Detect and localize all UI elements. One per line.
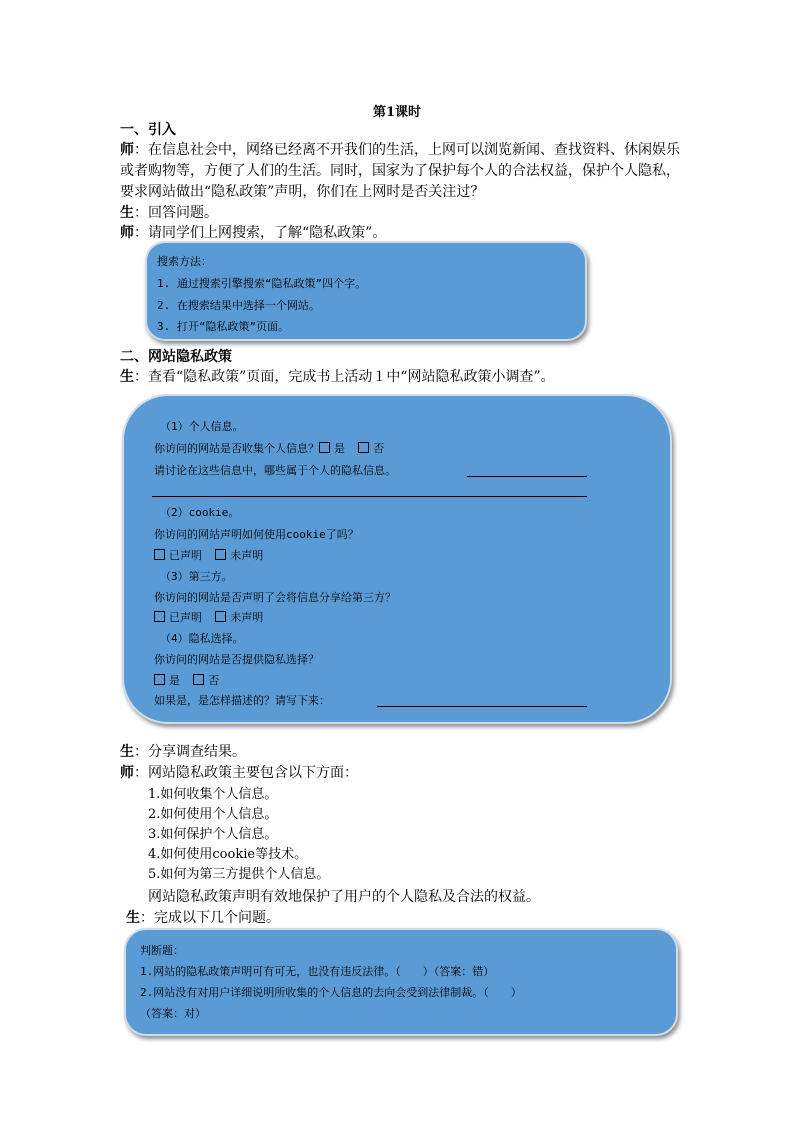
teacher-label: 师 bbox=[120, 765, 134, 781]
q3-declared-label: 已声明 bbox=[169, 611, 202, 624]
student-reply bbox=[120, 203, 690, 224]
student-final-task-text: ：完成以下几个问题。 bbox=[140, 910, 280, 926]
intro-line-2: 或者购物等，方便了人们的生活。同时，国家为了保护每个人的合法权益，保护个人隐私， bbox=[120, 163, 680, 179]
q3-row bbox=[154, 609, 263, 625]
q2-undeclared-label: 未声明 bbox=[230, 549, 264, 562]
teacher-label: 师 bbox=[120, 142, 134, 158]
q2-row bbox=[154, 547, 263, 563]
summary-text: 网站隐私政策声明有效地保护了用户的个人隐私及合法的权益。 bbox=[148, 889, 540, 905]
q4-question: 你访问的网站是否提供隐私选择？ bbox=[154, 653, 319, 666]
student-survey-task bbox=[120, 367, 690, 388]
search-step-3: 3. 打开“隐私政策”页面。 bbox=[157, 320, 290, 333]
judge-q2-answer: （答案：对） bbox=[140, 1007, 206, 1020]
q4-no-checkbox[interactable] bbox=[193, 674, 204, 685]
list-item: 4.如何使用cookie等技术。 bbox=[148, 847, 308, 862]
judge-q1: 1.网站的隐私政策声明可有可无，也没有违反法律。（ ）（答案：错） bbox=[140, 965, 495, 978]
q1-yes-label: 是 bbox=[334, 442, 345, 455]
student-survey-task-text: ：查看“隐私政策”页面，完成书上活动１中“网站隐私政策小调查”。 bbox=[134, 369, 555, 385]
teacher-instruction-text: ：请同学们上网搜索，了解“隐私政策”。 bbox=[134, 225, 387, 241]
teacher-aspects-intro-text: ：网站隐私政策主要包含以下方面： bbox=[134, 765, 358, 781]
search-step-1: 1. 通过搜索引擎搜索“隐私政策”四个字。 bbox=[157, 277, 367, 290]
survey-box bbox=[122, 394, 672, 724]
q2-undeclared-checkbox[interactable] bbox=[215, 549, 226, 560]
q1-no-label: 否 bbox=[373, 442, 385, 455]
q3-declared-checkbox[interactable] bbox=[154, 611, 165, 622]
q1-yes-checkbox[interactable] bbox=[319, 442, 330, 453]
q4-followup: 如果是，是怎样描述的？请写下来： bbox=[154, 694, 330, 707]
teacher-intro-paragraph bbox=[120, 140, 690, 203]
search-box-title: 搜索方法： bbox=[157, 255, 212, 268]
q2-title: （2）cookie。 bbox=[160, 506, 240, 519]
q1-question: 你访问的网站是否收集个人信息？ bbox=[154, 442, 319, 455]
aspects-list bbox=[148, 785, 329, 885]
q1-answer-line[interactable] bbox=[467, 476, 587, 477]
student-label: 生 bbox=[120, 744, 134, 760]
q1-no-checkbox[interactable] bbox=[358, 442, 369, 453]
q3-question: 你访问的网站是否声明了会将信息分享给第三方？ bbox=[154, 591, 396, 604]
q4-answer-line[interactable] bbox=[377, 706, 587, 707]
list-item: 2.如何使用个人信息。 bbox=[148, 807, 278, 822]
search-method-box bbox=[145, 241, 587, 341]
student-share bbox=[120, 742, 690, 763]
teacher-label: 师 bbox=[120, 225, 134, 241]
q1-title: （1）个人信息。 bbox=[160, 420, 244, 433]
q3-undeclared-checkbox[interactable] bbox=[215, 611, 226, 622]
section2-heading: 二、网站隐私政策 bbox=[120, 349, 232, 365]
q4-row bbox=[154, 672, 219, 688]
intro-line-3: 要求网站做出“隐私政策”声明，你们在上网时是否关注过？ bbox=[120, 184, 485, 200]
list-item: 1.如何收集个人信息。 bbox=[148, 787, 278, 802]
q3-title: （3）第三方。 bbox=[160, 570, 233, 583]
q1-answer-line-2[interactable] bbox=[152, 496, 587, 497]
q3-undeclared-label: 未声明 bbox=[230, 611, 264, 624]
judge-title: 判断题： bbox=[140, 944, 184, 957]
intro-line-1: ：在信息社会中，网络已经离不开我们的生活，上网可以浏览新闻、查找资料、休闲娱乐 bbox=[134, 142, 680, 158]
student-label: 生 bbox=[126, 910, 140, 926]
q2-declared-checkbox[interactable] bbox=[154, 549, 165, 560]
student-label: 生 bbox=[120, 205, 134, 221]
q4-title: （4）隐私选择。 bbox=[160, 632, 244, 645]
list-item: 3.如何保护个人信息。 bbox=[148, 827, 278, 842]
q4-no-label: 否 bbox=[208, 674, 220, 687]
q1-row bbox=[154, 440, 384, 456]
judge-q2: 2.网站没有对用户详细说明所收集的个人信息的去向会受到法律制裁。（ ） bbox=[140, 986, 522, 999]
section1-heading: 一、引入 bbox=[120, 122, 176, 138]
q2-declared-label: 已声明 bbox=[169, 549, 202, 562]
student-share-text: ：分享调查结果。 bbox=[134, 744, 246, 760]
student-label: 生 bbox=[120, 369, 134, 385]
teacher-aspects-intro bbox=[120, 763, 690, 784]
student-final-task bbox=[126, 908, 696, 929]
list-item: 5.如何为第三方提供个人信息。 bbox=[148, 867, 330, 882]
page-title: 第1课时 bbox=[372, 105, 422, 120]
q4-yes-checkbox[interactable] bbox=[154, 674, 165, 685]
student-reply-text: ：回答问题。 bbox=[134, 205, 218, 221]
q2-question: 你访问的网站声明如何使用cookie了吗？ bbox=[154, 528, 359, 541]
judgement-box bbox=[124, 928, 678, 1036]
q1-discuss: 请讨论在这些信息中，哪些属于个人的隐私信息。 bbox=[154, 464, 396, 477]
q4-yes-label: 是 bbox=[169, 674, 180, 687]
search-step-2: 2. 在搜索结果中选择一个网站。 bbox=[157, 299, 320, 312]
